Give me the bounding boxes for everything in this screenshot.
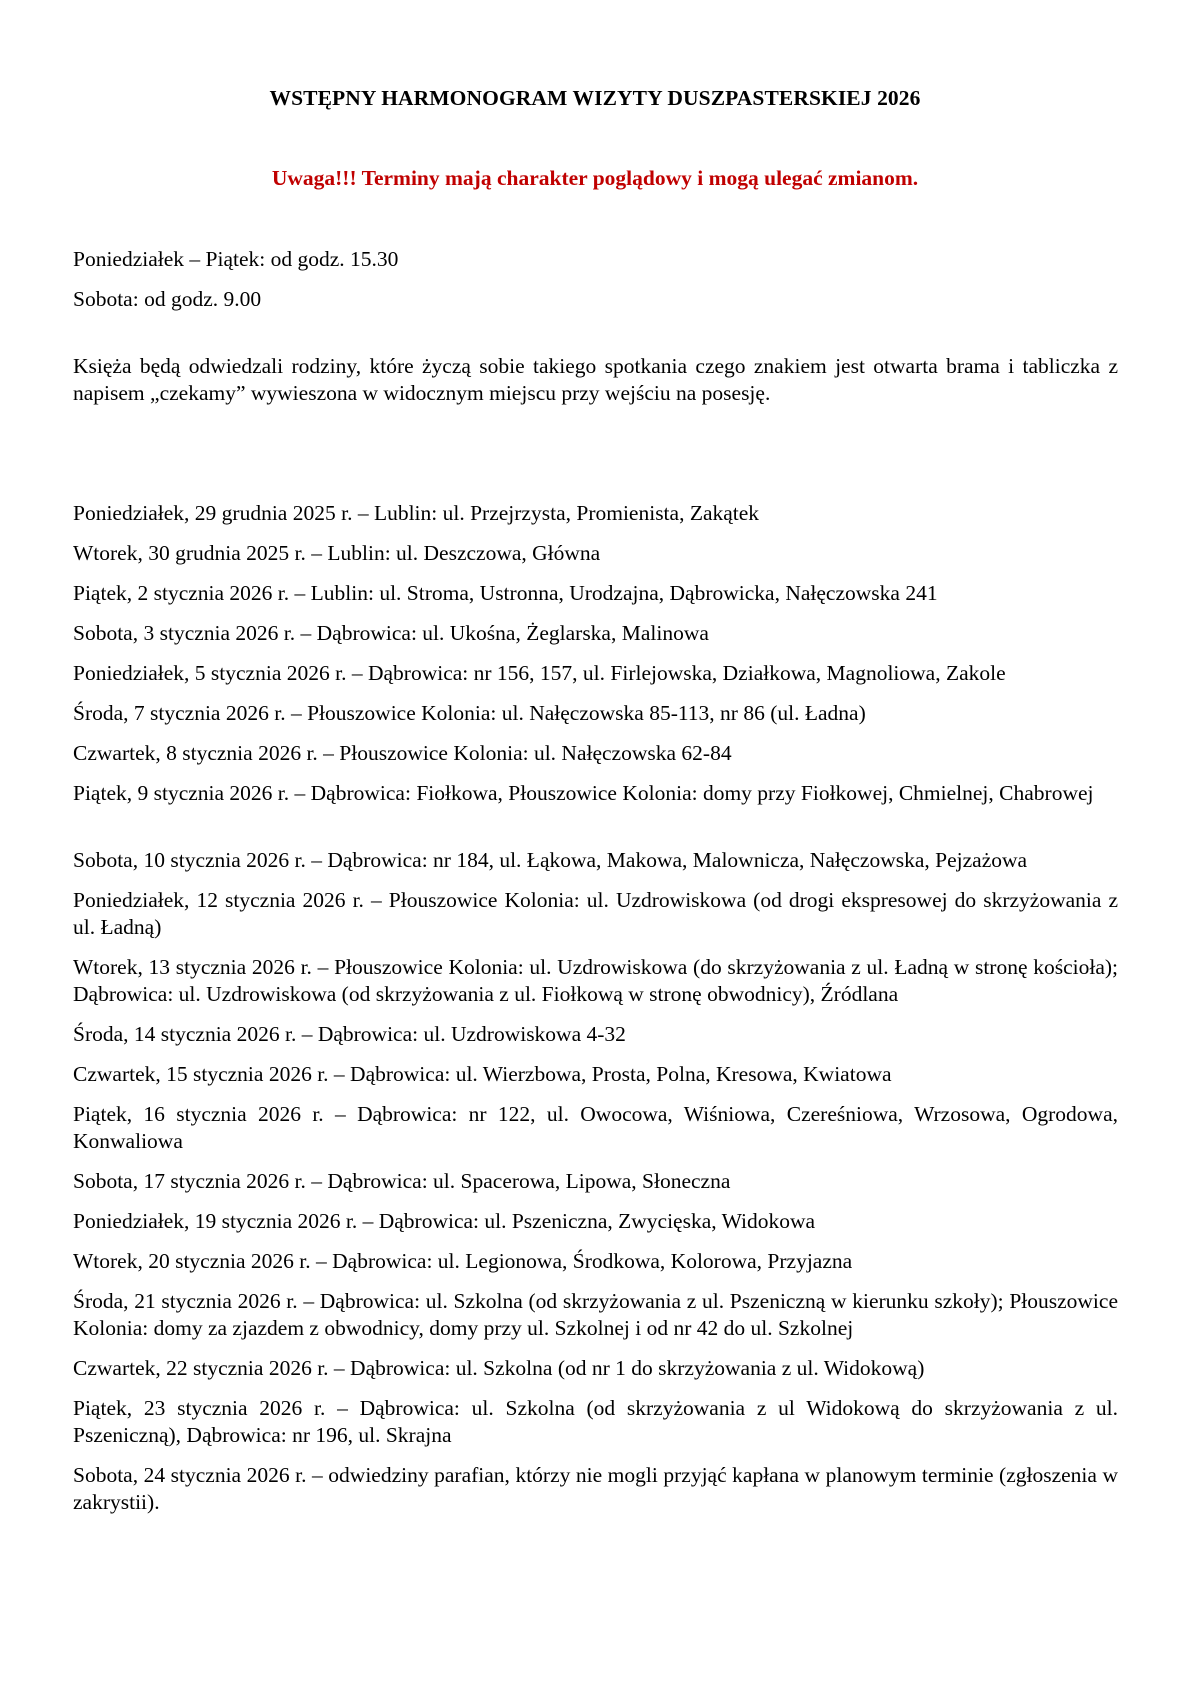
schedule-entry: Wtorek, 13 stycznia 2026 r. – Płouszowice Kolonia: ul. Uzdrowiskowa (do skrzyżowania z ul. Ładną w stronę kościoła); Dąbrowica: ul. Uzdrowiskowa (od skrzyżowania z ul. Fiołkową w stronę obwodnicy), Źródlana	[73, 955, 1118, 1006]
schedule-entry: Sobota, 3 stycznia 2026 r. – Dąbrowica: ul. Ukośna, Żeglarska, Malinowa	[73, 621, 709, 645]
schedule-entry: Środa, 21 stycznia 2026 r. – Dąbrowica: ul. Szkolna (od skrzyżowania z ul. Pszeniczną w kierunku szkoły); Płouszowice Kolonia: domy za zjazdem z obwodnicy, domy przy ul. Szkolnej i od nr 42 do ul. Szkolnej	[73, 1289, 1118, 1340]
hours-saturday: Sobota: od godz. 9.00	[73, 287, 262, 311]
schedule-entry: Wtorek, 30 grudnia 2025 r. – Lublin: ul. Deszczowa, Główna	[73, 541, 601, 565]
schedule-entry: Czwartek, 8 stycznia 2026 r. – Płouszowice Kolonia: ul. Nałęczowska 62-84	[73, 741, 732, 765]
schedule-entry: Poniedziałek, 19 stycznia 2026 r. – Dąbrowica: ul. Pszeniczna, Zwycięska, Widokowa	[73, 1209, 816, 1233]
schedule-entry: Środa, 7 stycznia 2026 r. – Płouszowice Kolonia: ul. Nałęczowska 85-113, nr 86 (ul. Ładna)	[73, 701, 866, 725]
schedule-entry: Środa, 14 stycznia 2026 r. – Dąbrowica: ul. Uzdrowiskowa 4-32	[73, 1022, 626, 1046]
schedule-entry: Poniedziałek, 12 stycznia 2026 r. – Płouszowice Kolonia: ul. Uzdrowiskowa (od drogi ekspresowej do skrzyżowania z ul. Ładną)	[73, 888, 1118, 939]
schedule-entry: Czwartek, 22 stycznia 2026 r. – Dąbrowica: ul. Szkolna (od nr 1 do skrzyżowania z ul. Widokową)	[73, 1356, 925, 1380]
schedule-entry: Piątek, 16 stycznia 2026 r. – Dąbrowica: nr 122, ul. Owocowa, Wiśniowa, Czereśniowa, Wrzosowa, Ogrodowa, Konwaliowa	[73, 1102, 1118, 1153]
schedule-entry: Wtorek, 20 stycznia 2026 r. – Dąbrowica: ul. Legionowa, Środkowa, Kolorowa, Przyjazna	[73, 1249, 853, 1273]
schedule-entry: Sobota, 10 stycznia 2026 r. – Dąbrowica: nr 184, ul. Łąkowa, Makowa, Malownicza, Nałęczowska, Pejzażowa	[73, 848, 1028, 872]
document-title: WSTĘPNY HARMONOGRAM WIZYTY DUSZPASTERSKIEJ 2026	[269, 86, 921, 110]
schedule-entry: Poniedziałek, 29 grudnia 2025 r. – Lublin: ul. Przejrzysta, Promienista, Zakątek	[73, 501, 760, 525]
schedule-entry: Sobota, 24 stycznia 2026 r. – odwiedziny parafian, którzy nie mogli przyjąć kapłana w planowym terminie (zgłoszenia w zakrystii).	[73, 1463, 1118, 1514]
schedule-entry: Piątek, 23 stycznia 2026 r. – Dąbrowica: ul. Szkolna (od skrzyżowania z ul Widokową do skrzyżowania z ul. Pszeniczną), Dąbrowica: nr 196, ul. Skrajna	[73, 1396, 1118, 1447]
schedule-entry: Sobota, 17 stycznia 2026 r. – Dąbrowica: ul. Spacerowa, Lipowa, Słoneczna	[73, 1169, 731, 1193]
info-paragraph: Księża będą odwiedzali rodziny, które życzą sobie takiego spotkania czego znakiem jest otwarta brama i tabliczka z napisem „czekamy” wywieszona w widocznym miejscu przy wejściu na posesję.	[73, 354, 1118, 405]
schedule-entry: Piątek, 9 stycznia 2026 r. – Dąbrowica: Fiołkowa, Płouszowice Kolonia: domy przy Fiołkowej, Chmielnej, Chabrowej	[73, 781, 1094, 805]
warning-note: Uwaga!!! Terminy mają charakter poglądowy i mogą ulegać zmianom.	[271, 166, 919, 190]
schedule-entry: Piątek, 2 stycznia 2026 r. – Lublin: ul. Stroma, Ustronna, Urodzajna, Dąbrowicka, Nałęczowska 241	[73, 581, 938, 605]
schedule-entry: Poniedziałek, 5 stycznia 2026 r. – Dąbrowica: nr 156, 157, ul. Firlejowska, Działkowa, Magnoliowa, Zakole	[73, 661, 1006, 685]
schedule-entry: Czwartek, 15 stycznia 2026 r. – Dąbrowica: ul. Wierzbowa, Prosta, Polna, Kresowa, Kwiatowa	[73, 1062, 892, 1086]
hours-weekdays: Poniedziałek – Piątek: od godz. 15.30	[73, 247, 399, 271]
